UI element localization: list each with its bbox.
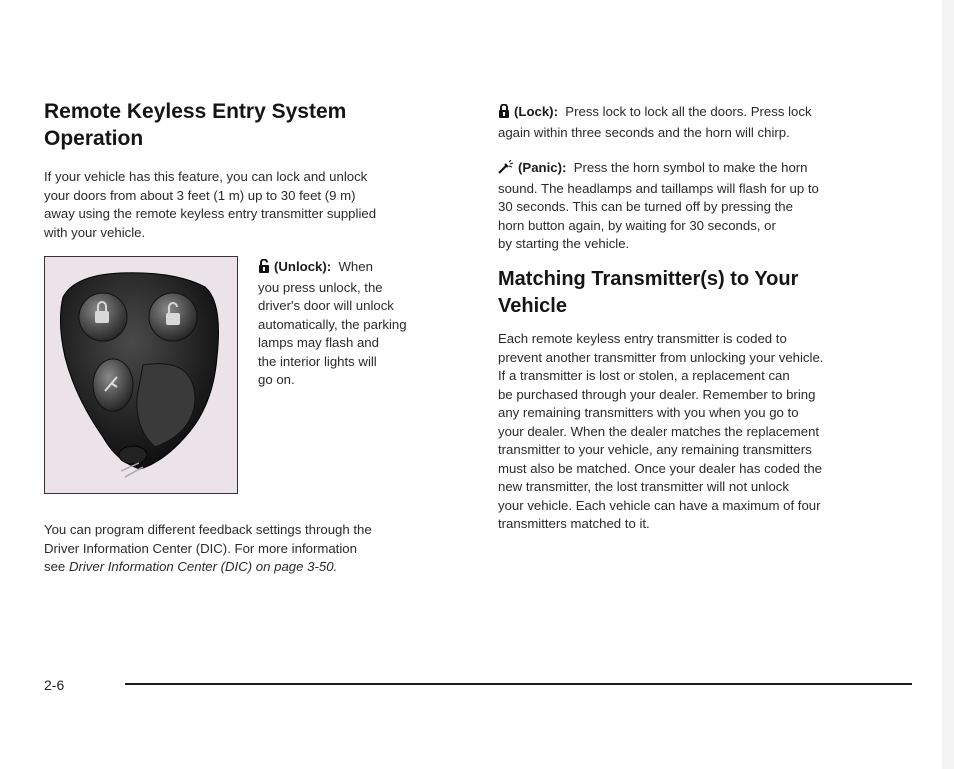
section-title-matching: Matching Transmitter(s) to Your Vehicle — [498, 268, 799, 317]
transmitter-photo — [44, 256, 238, 494]
section-title-rke: Remote Keyless Entry System Operation — [44, 100, 347, 150]
lock-paragraph: (Lock): Press lock to lock all the doors. Press lock again within three seconds and the horn will chirp. — [498, 104, 812, 140]
horn-panic-icon — [498, 160, 514, 180]
page-number: 2-6 — [44, 677, 65, 693]
page-edge-shadow — [942, 0, 954, 769]
feedback-paragraph: You can program different feedback settings through the Driver Information Center (DIC). For more information see Driver Information Center (DIC) on page 3-50. — [44, 522, 372, 574]
panic-paragraph: (Panic): Press the horn symbol to make the horn sound. The headlamps and taillamps will flash for up to 30 seconds. This can be turned off by pressing the horn button again, by waiting for 30 seconds, or by starting the vehicle. — [498, 160, 819, 251]
matching-paragraph: Each remote keyless entry transmitter is coded to prevent another transmitter from unlocking your vehicle. If a transmitter is lost or stolen, a replacement can be purchased through your dealer. Remember to bring any remaining transmitters with you when you go to your dealer. When the dealer matches the replacement transmitter to your vehicle, any remaining transmitters must also be matched. Once your dealer has coded the new transmitter, the lost transmitter will not unlock your vehicle. Each vehicle can have a maximum of four transmitters matched to it. — [498, 331, 824, 531]
lock-padlock-icon — [498, 104, 510, 124]
unlock-padlock-icon — [258, 259, 270, 279]
intro-paragraph: If your vehicle has this feature, you can lock and unlock your doors from about 3 feet (1 m) up to 30 feet (9 m) away using the remote keyless entry transmitter supplied with your vehicle. — [44, 169, 377, 240]
footer-rule — [125, 683, 912, 685]
unlock-paragraph: (Unlock): When you press unlock, the driver's door will unlock automatically, the parking lamps may flash and the interior lights will go on. — [258, 259, 407, 387]
dic-page-reference: Driver Information Center (DIC) on page 3-50. — [68, 559, 338, 574]
